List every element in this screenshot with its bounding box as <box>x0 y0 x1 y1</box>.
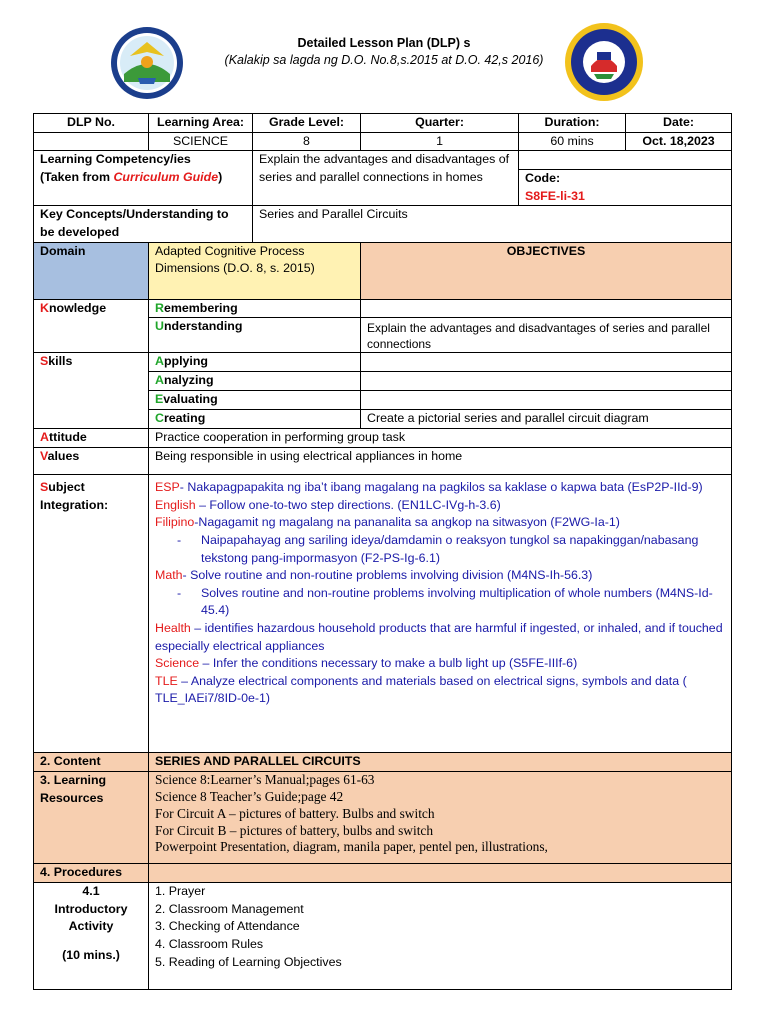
duration-header: Duration: <box>519 114 626 133</box>
content-value: SERIES AND PARALLEL CIRCUITS <box>149 753 732 772</box>
code-label: Code: <box>519 170 732 188</box>
evaluating-objective <box>361 391 732 410</box>
creating-label: Creating <box>149 410 361 429</box>
attitude-row <box>34 429 732 448</box>
values-row <box>34 448 732 475</box>
tle-integration: TLE – Analyze electrical components and materials based on electrical signs, symbols and data ( TLE_IAEi7/8ID-0e-1) <box>155 673 687 706</box>
procedure-step: 4. Classroom Rules <box>155 936 264 951</box>
competency-row <box>34 151 732 170</box>
subject-integration-row <box>34 475 732 753</box>
info-header-row <box>34 114 732 133</box>
competency-text: Explain the advantages and disadvantages of series and parallel connections in homes <box>253 151 519 206</box>
subject-integration-list <box>149 475 732 753</box>
document-title: Detailed Lesson Plan (DLP) s <box>297 36 471 50</box>
attitude-label: Attitude <box>34 429 149 448</box>
key-concepts-row <box>34 206 732 242</box>
values-label: Values <box>34 448 149 475</box>
applying-label: Applying <box>149 353 361 372</box>
resource-item: For Circuit B – pictures of battery, bulbs and switch <box>155 822 434 838</box>
evaluating-label: Evaluating <box>149 391 361 410</box>
resource-item: Science 8 Teacher’s Guide;page 42 <box>155 788 344 804</box>
info-value-row <box>34 132 732 151</box>
dlp-no-header: DLP No. <box>34 114 149 133</box>
remembering-label: Remembering <box>149 299 361 318</box>
date-header: Date: <box>626 114 732 133</box>
creating-objective: Create a pictorial series and parallel circuit diagram <box>361 410 732 429</box>
resource-item: Science 8:Learner’s Manual;pages 61-63 <box>155 772 375 788</box>
grade-level-header: Grade Level: <box>253 114 361 133</box>
content-label: 2. Content <box>34 753 149 772</box>
procedure-step: 2. Classroom Management <box>155 901 304 916</box>
resources-label: 3. Learning Resources <box>34 772 149 864</box>
procedure-step: 3. Checking of Attendance <box>155 919 300 934</box>
science-integration: Science – Infer the conditions necessary to make a bulb light up (S5FE-IIIf-6) <box>155 656 578 671</box>
math-sub-item: - Solves routine and non-routine problems involving multiplication of whole numbers (M4NS-Id-45.4) <box>177 585 713 618</box>
health-integration: Health – identifies hazardous household products that are harmful if ingested, or inhaled, and if touched especially electrical appliances <box>155 620 723 653</box>
knowledge-label: Knowledge <box>34 299 149 353</box>
filipino-integration: Filipino-Nagagamit ng magalang na pananalita sa angkop na sitwasyon (F2WG-Ia-1) <box>155 515 620 530</box>
procedure-step: 1. Prayer <box>155 884 206 899</box>
attitude-value: Practice cooperation in performing group task <box>149 429 732 448</box>
knowledge-remembering-row <box>34 299 732 318</box>
procedures-row <box>34 864 732 883</box>
quarter-value: 1 <box>361 132 519 151</box>
duration-value: 60 mins <box>519 132 626 151</box>
introductory-steps-list <box>149 883 732 990</box>
resource-item: For Circuit A – pictures of battery. Bulbs and switch <box>155 805 435 821</box>
analyzing-label: Analyzing <box>149 372 361 391</box>
domain-header-row <box>34 242 732 299</box>
domain-header: Domain <box>34 242 149 299</box>
introductory-activity-label: 4.1 Introductory Activity (10 mins.) <box>34 883 149 990</box>
quarter-header: Quarter: <box>361 114 519 133</box>
resources-list <box>149 772 732 864</box>
grade-level-value: 8 <box>253 132 361 151</box>
values-value: Being responsible in using electrical appliances in home <box>149 448 732 475</box>
dlp-no-value <box>34 132 149 151</box>
skills-applying-row <box>34 353 732 372</box>
resources-row <box>34 772 732 864</box>
date-value: Oct. 18,2023 <box>626 132 732 151</box>
introductory-activity-row <box>34 883 732 990</box>
skills-label: Skills <box>34 353 149 429</box>
key-concepts-label: Key Concepts/Understanding to be developed <box>34 206 253 242</box>
remembering-objective <box>361 299 732 318</box>
learning-area-header: Learning Area: <box>149 114 253 133</box>
adapted-dimensions-header: Adapted Cognitive Process Dimensions (D.O. 8, s. 2015) <box>149 242 361 299</box>
analyzing-objective <box>361 372 732 391</box>
curriculum-guide-text: Curriculum Guide <box>113 169 219 184</box>
applying-objective <box>361 353 732 372</box>
competency-label: Learning Competency/ies (Taken from Curriculum Guide) <box>34 151 253 206</box>
procedure-step: 5. Reading of Learning Objectives <box>155 954 342 969</box>
code-value: S8FE-li-31 <box>519 188 732 206</box>
english-integration: English – Follow one-to-two step directions. (EN1LC-IVg-h-3.6) <box>155 497 501 512</box>
procedures-label: 4. Procedures <box>34 864 149 883</box>
resource-item: Powerpoint Presentation, diagram, manila paper, pentel pen, illustrations, <box>155 839 548 855</box>
key-concepts-value: Series and Parallel Circuits <box>253 206 732 242</box>
learning-area-value: SCIENCE <box>149 132 253 151</box>
filipino-sub-item: - Naipapahayag ang sariling ideya/damdamin o reaksyon tungkol sa napakinggan/nabasang tekstong pang-impormasyon (F2-PS-Ig-6.1) <box>177 532 699 565</box>
understanding-objective: Explain the advantages and disadvantages of series and parallel connections <box>361 318 732 353</box>
esp-integration: ESP- Nakapagpapakita ng iba’t ibang magalang na pagkilos sa kaklase o kapwa bata (EsP2P-IId-9) <box>155 480 703 495</box>
subject-integration-label: Subject Integration: <box>34 475 149 753</box>
document-header <box>0 0 768 110</box>
procedures-blank-cell <box>149 864 732 883</box>
competency-blank-cell <box>519 151 732 170</box>
understanding-label: Understanding <box>149 318 361 353</box>
lesson-plan-table <box>33 113 732 990</box>
document-subtitle: (Kalakip sa lagda ng D.O. No.8,s.2015 at D.O. 42,s 2016) <box>224 53 544 67</box>
content-row <box>34 753 732 772</box>
objectives-header: OBJECTIVES <box>361 242 732 299</box>
math-integration: Math- Solve routine and non-routine problems involving division (M4NS-Ih-56.3) <box>155 568 593 583</box>
